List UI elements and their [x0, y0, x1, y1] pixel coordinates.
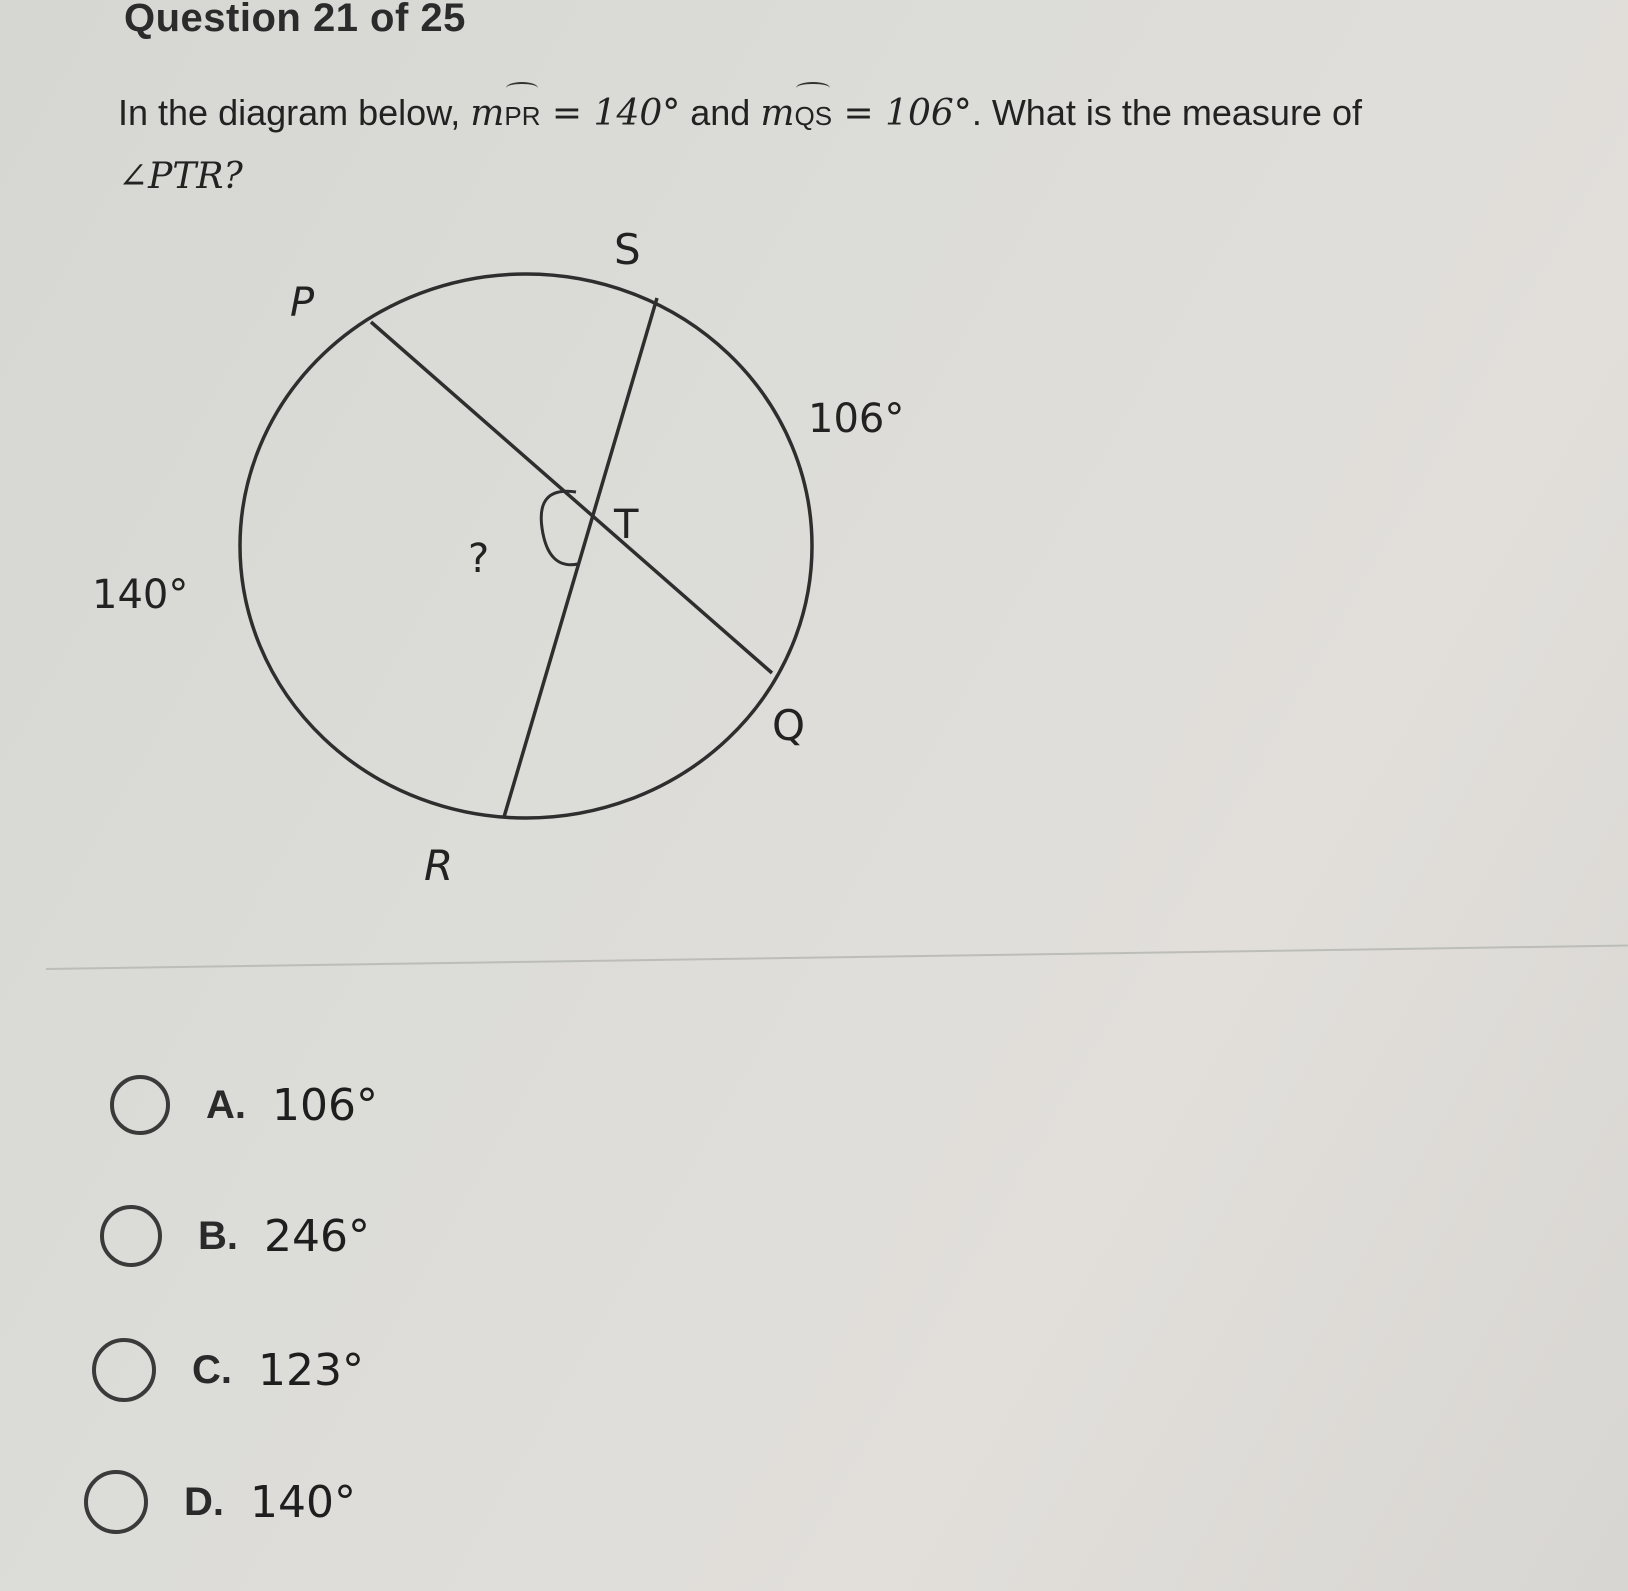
- option-c-value: 123°: [258, 1344, 364, 1396]
- angle-marker: [541, 491, 578, 565]
- label-p: P: [290, 280, 315, 326]
- radio-button-c[interactable]: [92, 1338, 156, 1402]
- arc-pr-name: PR: [504, 78, 540, 146]
- option-d-letter: D.: [184, 1479, 224, 1524]
- label-t: T: [614, 502, 639, 548]
- option-a-value: 106°: [272, 1079, 378, 1131]
- measure-symbol-1: m: [470, 93, 505, 134]
- radio-button-a[interactable]: [110, 1075, 170, 1135]
- arc-pr-measure: 140°: [92, 572, 189, 618]
- arc-pr-equation: = 140°: [540, 93, 681, 134]
- option-b-value: 246°: [264, 1210, 370, 1262]
- label-r: R: [424, 841, 454, 890]
- arc-qs-measure: 106°: [808, 396, 905, 442]
- target-angle: ∠PTR?: [118, 156, 243, 197]
- option-a[interactable]: [110, 1075, 378, 1135]
- option-b-letter: B.: [198, 1213, 238, 1258]
- chord-pq: [371, 322, 772, 673]
- label-s: S: [614, 225, 641, 274]
- question-prefix: In the diagram below,: [118, 92, 471, 133]
- arc-qs-name: QS: [794, 78, 832, 146]
- chord-sr: [504, 298, 657, 817]
- radio-button-d[interactable]: [84, 1470, 148, 1534]
- option-d-value: 140°: [250, 1476, 356, 1528]
- option-a-letter: A.: [206, 1082, 246, 1127]
- question-conjunction: and: [680, 92, 761, 133]
- option-b[interactable]: [100, 1205, 370, 1267]
- measure-symbol-2: m: [760, 93, 795, 134]
- label-unknown-angle: ?: [468, 536, 490, 582]
- radio-button-b[interactable]: [100, 1205, 162, 1267]
- arc-qs-equation: = 106°: [832, 93, 972, 134]
- label-q: Q: [772, 701, 806, 750]
- question-counter: Question 21 of 25: [124, 0, 466, 40]
- option-c-letter: C.: [192, 1347, 232, 1392]
- question-suffix: . What is the measure of: [971, 92, 1362, 133]
- option-c[interactable]: [92, 1338, 364, 1402]
- option-d[interactable]: [84, 1470, 356, 1534]
